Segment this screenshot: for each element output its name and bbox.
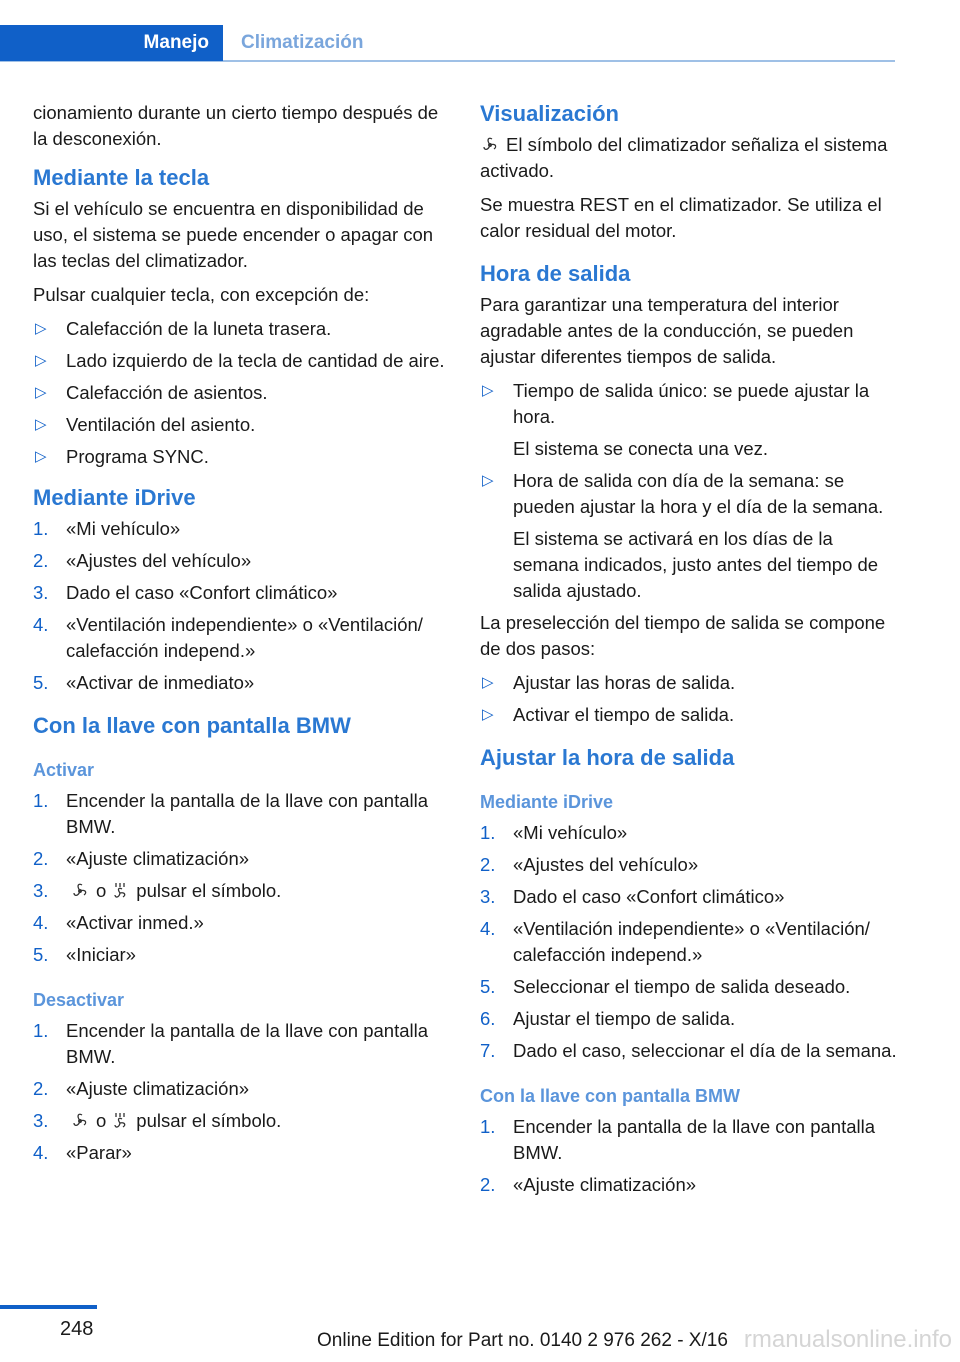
- edition-text: Online Edition for Part no. 0140 2 976 262 - X/16: [317, 1330, 728, 1351]
- list-item: ▷ Lado izquierdo de la tecla de cantidad de aire.: [33, 348, 453, 374]
- list-item: [480, 884, 898, 910]
- item-subtext: El sistema se conecta una vez.: [513, 438, 769, 459]
- heat-fan-icon: [110, 881, 130, 899]
- list-item: [480, 974, 898, 1000]
- step-text: «Ventilación independiente» o «Ventilación/ calefacción independ.»: [66, 614, 423, 661]
- step-text: «Mi vehículo»: [513, 822, 628, 843]
- list-item: [480, 820, 898, 846]
- step-text: «Ajuste climatización»: [66, 848, 250, 869]
- heat-fan-icon: [110, 1111, 130, 1129]
- step-text: Dado el caso, seleccionar el día de la semana.: [513, 1040, 897, 1061]
- list-item: ▷ Ajustar las horas de salida.: [480, 670, 898, 696]
- heading-mediante-tecla: Mediante la tecla: [33, 165, 210, 190]
- step-number: 2.: [33, 1078, 49, 1099]
- step-number: 5.: [33, 944, 49, 965]
- tab-manejo[interactable]: Manejo: [0, 25, 223, 61]
- step-text: «Mi vehículo»: [66, 518, 181, 539]
- fan-icon: [70, 1111, 90, 1129]
- step-number: 5.: [480, 976, 496, 997]
- list-item: [33, 1018, 453, 1070]
- watermark: rmanualsonline.info: [743, 1326, 952, 1353]
- heading-llave-bmw: Con la llave con pantalla BMW: [33, 713, 351, 738]
- list-item: [480, 378, 898, 462]
- step-number: 3.: [33, 880, 49, 901]
- list-item: [33, 788, 453, 840]
- list-item: [33, 910, 453, 936]
- step-number: 2.: [33, 848, 49, 869]
- idrive-steps: [33, 516, 453, 696]
- step-number: 2.: [480, 1174, 496, 1195]
- step-text: pulsar el símbolo.: [136, 880, 282, 901]
- step-text: Dado el caso «Confort climático»: [513, 886, 785, 907]
- list-item: [33, 846, 453, 872]
- llave-steps: [480, 1114, 898, 1198]
- step-text: Encender la pantalla de la llave con pantalla BMW.: [66, 790, 429, 837]
- list-item: [480, 852, 898, 878]
- step-number: 3.: [33, 1110, 49, 1131]
- step-text: Seleccionar el tiempo de salida deseado.: [513, 976, 851, 997]
- heading-visualizacion: Visualización: [480, 101, 619, 126]
- list-item: [33, 548, 453, 574]
- step-number: 4.: [33, 614, 49, 635]
- step-text: «Iniciar»: [66, 944, 136, 965]
- ajustar-steps: [480, 820, 898, 1064]
- step-text: «Ajustes del vehículo»: [66, 550, 252, 571]
- left-column: [33, 100, 453, 1172]
- list-item: [480, 1006, 898, 1032]
- pasos-list: [480, 670, 898, 728]
- list-item: [480, 1038, 898, 1064]
- tab-climatizacion[interactable]: Climatización: [241, 32, 364, 53]
- step-number: 1.: [480, 822, 496, 843]
- tecla-text: Si el vehículo se encuentra en disponibilidad de uso, el sistema se puede encender o apagar con las teclas del climatizador.: [33, 198, 434, 271]
- or-text: o: [96, 880, 107, 901]
- step-number: 3.: [480, 886, 496, 907]
- step-text: «Activar de inmediato»: [66, 672, 255, 693]
- list-item: [33, 670, 453, 696]
- rest-text: Se muestra REST en el climatizador. Se utiliza el calor residual del motor.: [480, 194, 882, 241]
- heading-mediante-idrive-right: Mediante iDrive: [480, 792, 614, 812]
- step-text: Encender la pantalla de la llave con pantalla BMW.: [66, 1020, 429, 1067]
- item-text: Tiempo de salida único: se puede ajustar la hora.: [513, 380, 870, 427]
- step-number: 2.: [480, 854, 496, 875]
- list-item: [33, 1076, 453, 1102]
- list-item: ▷ Activar el tiempo de salida.: [480, 702, 898, 728]
- right-column: [480, 100, 898, 1204]
- step-text: Encender la pantalla de la llave con pantalla BMW.: [513, 1116, 876, 1163]
- fan-icon: [70, 881, 90, 899]
- step-text: «Ajustes del vehículo»: [513, 854, 699, 875]
- step-text: «Ajuste climatización»: [513, 1174, 697, 1195]
- intro-text: cionamiento durante un cierto tiempo después de la desconexión.: [33, 102, 439, 149]
- step-text: «Ventilación independiente» o «Ventilación/ calefacción independ.»: [513, 918, 870, 965]
- heading-mediante-idrive: Mediante iDrive: [33, 485, 196, 510]
- step-text: «Activar inmed.»: [66, 912, 204, 933]
- step-text: «Parar»: [66, 1142, 132, 1163]
- step-number: 1.: [33, 1020, 49, 1041]
- desactivar-steps: [33, 1018, 453, 1166]
- or-text: o: [96, 1110, 107, 1131]
- visual-text: [480, 132, 898, 184]
- heading-activar: Activar: [33, 760, 95, 780]
- item-text: Hora de salida con día de la semana: se pueden ajustar la hora y el día de la semana.: [513, 470, 884, 517]
- step-number: 2.: [33, 550, 49, 571]
- list-item: ▷ Calefacción de la luneta trasera.: [33, 316, 453, 342]
- heading-ajustar-hora: Ajustar la hora de salida: [480, 745, 735, 770]
- list-item: [33, 942, 453, 968]
- list-item: [33, 878, 453, 904]
- list-item: [33, 516, 453, 542]
- step-text: Ajustar el tiempo de salida.: [513, 1008, 736, 1029]
- pulsar-text: Pulsar cualquier tecla, con excepción de:: [33, 284, 370, 305]
- page-number: 248: [60, 1318, 94, 1340]
- list-item: ▷ Programa SYNC.: [33, 444, 453, 470]
- heading-llave-bmw-right: Con la llave con pantalla BMW: [480, 1086, 741, 1106]
- step-number: 4.: [480, 918, 496, 939]
- list-item: ▷ Calefacción de asientos.: [33, 380, 453, 406]
- heading-hora-salida: Hora de salida: [480, 261, 631, 286]
- step-text: pulsar el símbolo.: [136, 1110, 282, 1131]
- list-item: [33, 1108, 453, 1134]
- item-subtext: El sistema se activará en los días de la semana indicados, justo antes del tiempo de salida ajustado.: [513, 528, 879, 601]
- step-number: 1.: [33, 790, 49, 811]
- step-number: 1.: [480, 1116, 496, 1137]
- activar-steps: [33, 788, 453, 968]
- list-item: [480, 916, 898, 968]
- list-item: [480, 1114, 898, 1166]
- step-number: 3.: [33, 582, 49, 603]
- step-number: 1.: [33, 518, 49, 539]
- visual-text-body: El símbolo del climatizador señaliza el sistema activado.: [480, 134, 888, 181]
- list-item: [33, 1140, 453, 1166]
- exception-list: [33, 316, 453, 470]
- step-number: 7.: [480, 1040, 496, 1061]
- step-text: «Ajuste climatización»: [66, 1078, 250, 1099]
- heading-desactivar: Desactivar: [33, 990, 125, 1010]
- list-item: [480, 1172, 898, 1198]
- list-item: [33, 612, 453, 664]
- step-text: Dado el caso «Confort climático»: [66, 582, 338, 603]
- list-item: [33, 580, 453, 606]
- salida-list: [480, 378, 898, 604]
- preseleccion-text: La preselección del tiempo de salida se compone de dos pasos:: [480, 612, 886, 659]
- footer-rule: [0, 1305, 97, 1309]
- step-number: 4.: [33, 1142, 49, 1163]
- list-item: ▷ Ventilación del asiento.: [33, 412, 453, 438]
- fan-icon: [480, 135, 500, 153]
- step-number: 4.: [33, 912, 49, 933]
- list-item: [480, 468, 898, 604]
- salida-text: Para garantizar una temperatura del interior agradable antes de la conducción, se pueden ajustar diferentes tiempos de salida.: [480, 294, 854, 367]
- step-number: 5.: [33, 672, 49, 693]
- step-number: 6.: [480, 1008, 496, 1029]
